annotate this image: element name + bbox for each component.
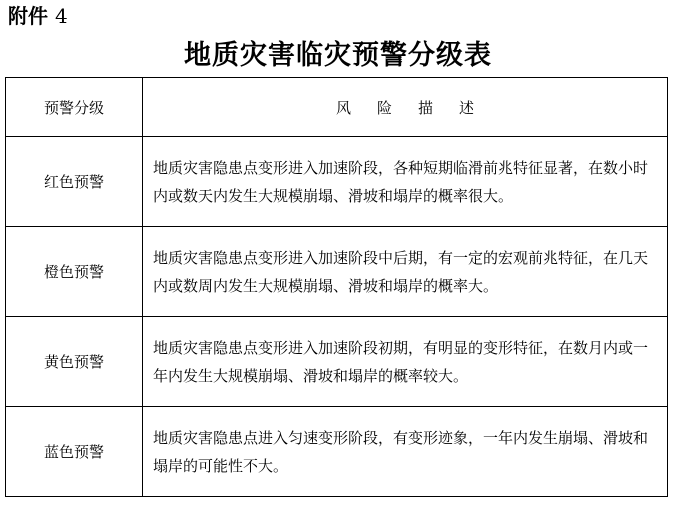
header-warning-level: 预警分级	[6, 78, 143, 137]
warning-level-table	[5, 77, 668, 497]
attachment-prefix: 附件	[8, 4, 48, 28]
attachment-label	[8, 4, 68, 28]
risk-description: 地质灾害隐患点进入匀速变形阶段，有变形迹象，一年内发生崩塌、滑坡和塌岸的可能性不大。	[143, 407, 668, 497]
risk-description: 地质灾害隐患点变形进入加速阶段，各种短期临滑前兆特征显著，在数小时内或数天内发生大规模崩塌、滑坡和塌岸的概率很大。	[143, 137, 668, 227]
warning-level-name: 橙色预警	[6, 227, 143, 317]
warning-level-name: 蓝色预警	[6, 407, 143, 497]
attachment-number: 4	[54, 4, 68, 28]
table-row-orange	[6, 227, 668, 317]
table-row-yellow	[6, 317, 668, 407]
table-row-blue	[6, 407, 668, 497]
table-row-red	[6, 137, 668, 227]
risk-description: 地质灾害隐患点变形进入加速阶段中后期，有一定的宏观前兆特征，在几天内或数周内发生大规模崩塌、滑坡和塌岸的概率大。	[143, 227, 668, 317]
page-title: 地质灾害临灾预警分级表	[184, 40, 492, 71]
warning-level-name: 红色预警	[6, 137, 143, 227]
warning-level-name: 黄色预警	[6, 317, 143, 407]
table-header-row	[6, 78, 668, 137]
risk-description: 地质灾害隐患点变形进入加速阶段初期，有明显的变形特征，在数月内或一年内发生大规模崩塌、滑坡和塌岸的概率较大。	[143, 317, 668, 407]
header-risk-description: 风险描述	[143, 78, 668, 137]
